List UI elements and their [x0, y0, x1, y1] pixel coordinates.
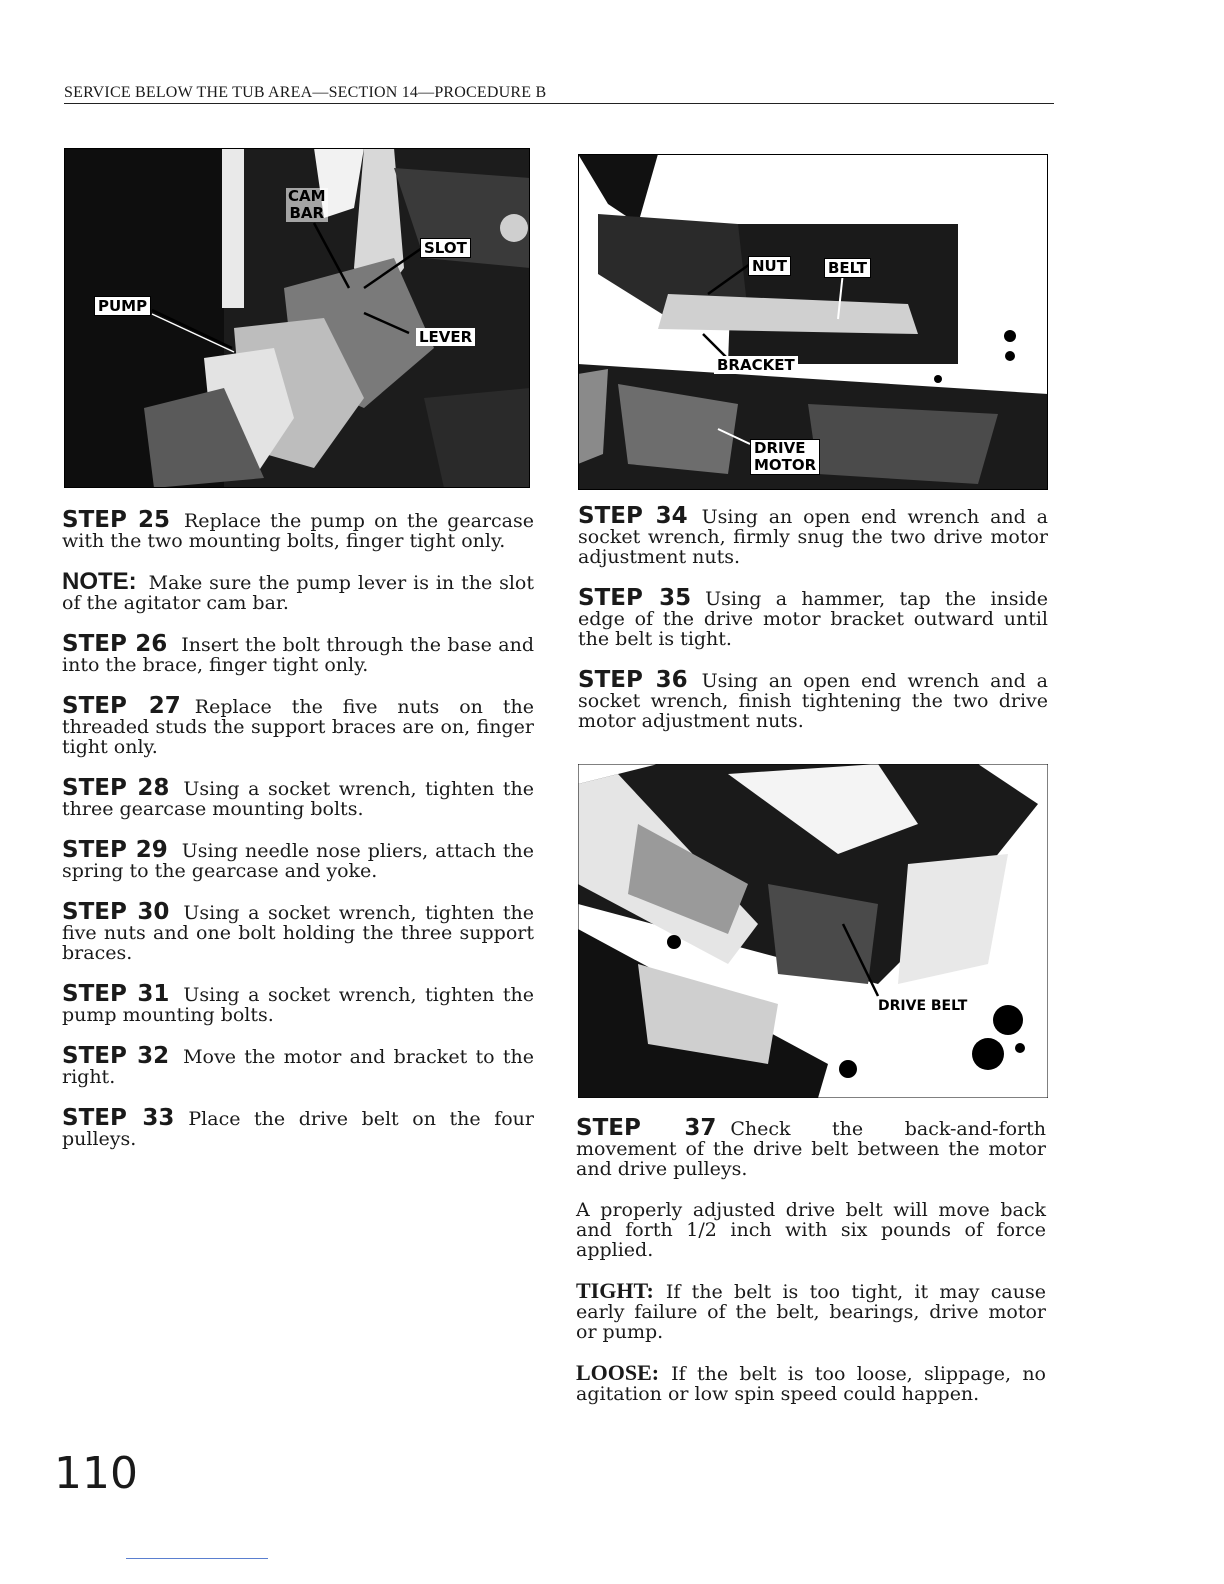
step-34-heading: STEP 34 [578, 503, 688, 529]
nut-label: NUT [748, 256, 791, 276]
photo-drive-belt [578, 764, 1048, 1098]
footer-line [126, 1558, 268, 1559]
belt-adjustment-paragraph: A properly adjusted drive belt will move back and forth 1/2 inch with six pounds of force applied. [576, 1199, 1046, 1261]
cam-bar-label [286, 188, 328, 222]
tight-heading: TIGHT: [576, 1278, 654, 1303]
step-25-heading: STEP 25 [62, 507, 170, 533]
step-33-text: Place the drive belt on the four pulleys. [62, 1108, 534, 1150]
drive-motor-label [750, 439, 820, 475]
step-36-text: Using an open end wrench and a socket wrench, finish tightening the two drive motor adjustment nuts. [578, 670, 1048, 732]
step-27-heading: STEP 27 [62, 693, 181, 719]
drive-motor-label-line2: MOTOR [754, 456, 817, 474]
page-number: 110 [54, 1448, 138, 1499]
photo-drive-motor [578, 154, 1048, 490]
step-37 [576, 1115, 1047, 1180]
pump-label: PUMP [94, 296, 151, 316]
tight-text: If the belt is too tight, it may cause early failure of the belt, bearings, drive motor or pump. [576, 1281, 1046, 1343]
cam-bar-label-line2: BAR [289, 204, 325, 222]
step-32-heading: STEP 32 [62, 1043, 170, 1069]
step-31-heading: STEP 31 [62, 981, 170, 1007]
step-34-text: Using an open end wrench and a socket wrench, firmly snug the two drive motor adjustment nuts. [578, 506, 1048, 568]
bracket-label: BRACKET [714, 356, 798, 374]
photo-pump-installation [64, 148, 530, 488]
step-27-text: Replace the five nuts on the threaded studs the support braces are on, finger tight only. [62, 696, 534, 758]
right-column-top [578, 503, 1048, 752]
step-28 [62, 775, 535, 820]
lever-label: LEVER [416, 328, 475, 346]
step-30 [62, 899, 535, 964]
step-35-heading: STEP 35 [578, 585, 692, 611]
loose-heading: LOOSE: [576, 1360, 660, 1385]
left-column [62, 507, 535, 1170]
step-26-heading: STEP 26 [62, 631, 168, 657]
step-28-heading: STEP 28 [62, 775, 170, 801]
step-32-text: Move the motor and bracket to the right. [62, 1046, 534, 1088]
step-33 [62, 1105, 534, 1150]
step-30-text: Using a socket wrench, tighten the five nuts and one bolt holding the three support braces. [62, 902, 535, 964]
right-column-bottom [576, 1115, 1047, 1425]
step-25-text: Replace the pump on the gearcase with the two mounting bolts, finger tight only. [62, 510, 534, 552]
loose-text: If the belt is too loose, slippage, no agitation or low spin speed could happen. [576, 1363, 1046, 1405]
belt-label: BELT [824, 258, 871, 278]
step-35 [578, 585, 1048, 650]
step-29-text: Using needle nose pliers, attach the spring to the gearcase and yoke. [62, 840, 535, 882]
note [62, 568, 534, 614]
step-28-text: Using a socket wrench, tighten the three gearcase mounting bolts. [62, 778, 535, 820]
step-32 [62, 1043, 534, 1088]
drive-motor-label-line1: DRIVE [754, 439, 806, 457]
step-37-heading: STEP 37 [576, 1115, 717, 1141]
step-31 [62, 981, 535, 1026]
step-31-text: Using a socket wrench, tighten the pump mounting bolts. [62, 984, 535, 1026]
step-37-text: Check the back-and-forth movement of the drive belt between the motor and drive pulleys. [576, 1118, 1047, 1180]
step-36-heading: STEP 36 [578, 667, 688, 693]
step-27 [62, 693, 534, 758]
drive-belt-label: DRIVE BELT [878, 998, 968, 1014]
loose-note [576, 1360, 1046, 1405]
step-25 [62, 507, 534, 552]
step-35-text: Using a hammer, tap the inside edge of the drive motor bracket outward until the belt is tight. [578, 588, 1048, 650]
step-34 [578, 503, 1048, 568]
step-36 [578, 667, 1048, 732]
step-33-heading: STEP 33 [62, 1105, 175, 1131]
step-30-heading: STEP 30 [62, 899, 170, 925]
slot-label: SLOT [420, 238, 471, 258]
step-26-text: Insert the bolt through the base and into the brace, finger tight only. [62, 634, 534, 676]
step-29-heading: STEP 29 [62, 837, 168, 863]
tight-note [576, 1278, 1046, 1343]
step-29 [62, 837, 535, 882]
note-text: Make sure the pump lever is in the slot of the agitator cam bar. [62, 572, 534, 614]
page-header: SERVICE BELOW THE TUB AREA—SECTION 14—PROCEDURE B [64, 84, 1054, 104]
step-26 [62, 631, 534, 676]
note-heading: NOTE: [62, 568, 137, 595]
cam-bar-label-line1: CAM [288, 187, 326, 205]
